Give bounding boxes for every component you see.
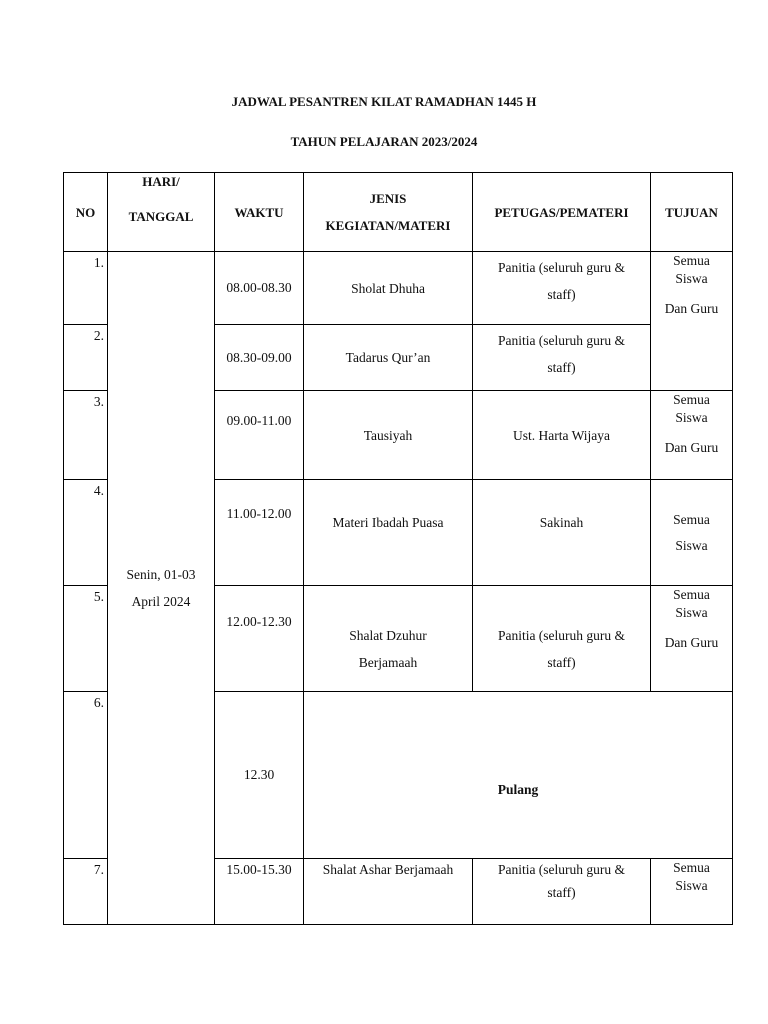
time-cell: 12.30 — [215, 692, 304, 859]
time-cell: 11.00-12.00 — [215, 480, 304, 586]
officer-cell — [473, 586, 651, 692]
target-cell — [651, 859, 733, 925]
header-jenis: JENIS — [369, 191, 407, 206]
target-line-1: Semua — [673, 860, 710, 875]
target-cell — [651, 586, 733, 692]
header-kegiatan-materi: KEGIATAN/MATERI — [325, 218, 451, 233]
row-number: 6. — [64, 692, 108, 859]
target-line-3: Dan Guru — [664, 440, 719, 455]
target-line-1: Semua — [673, 511, 710, 527]
activity-line-1: Shalat Dzuhur — [349, 627, 427, 643]
target-cell — [651, 480, 733, 586]
officer-line-1: Panitia (seluruh guru & — [497, 862, 626, 877]
officer-cell — [473, 252, 651, 325]
officer-cell: Ust. Harta Wijaya — [473, 391, 651, 480]
activity-cell — [304, 586, 473, 692]
time-cell: 09.00-11.00 — [215, 391, 304, 480]
header-waktu: WAKTU — [215, 173, 304, 252]
dismissal-cell: Pulang — [304, 692, 733, 859]
header-jenis-kegiatan — [304, 173, 473, 252]
day-date-cell — [108, 252, 215, 925]
row-number: 1. — [64, 252, 108, 325]
officer-line-1: Panitia (seluruh guru & — [497, 333, 626, 348]
time-cell: 08.30-09.00 — [215, 325, 304, 391]
target-line-1: Semua — [673, 392, 710, 407]
header-tujuan: TUJUAN — [651, 173, 733, 252]
activity-cell: Sholat Dhuha — [304, 252, 473, 325]
document-title: JADWAL PESANTREN KILAT RAMADHAN 1445 H — [231, 94, 537, 109]
schedule-table — [63, 172, 733, 925]
officer-line-1: Panitia (seluruh guru & — [497, 260, 626, 275]
table-row — [64, 252, 733, 325]
time-cell: 08.00-08.30 — [215, 252, 304, 325]
activity-cell: Shalat Ashar Berjamaah — [304, 859, 473, 925]
activity-cell: Tadarus Qur’an — [304, 325, 473, 391]
header-tanggal: TANGGAL — [128, 209, 194, 224]
target-line-2: Siswa — [675, 878, 708, 893]
officer-line-2: staff) — [547, 885, 576, 900]
officer-line-2: staff) — [547, 287, 576, 302]
activity-cell: Tausiyah — [304, 391, 473, 480]
row-number: 4. — [64, 480, 108, 586]
officer-cell: Sakinah — [473, 480, 651, 586]
target-cell — [651, 252, 733, 391]
officer-cell — [473, 859, 651, 925]
activity-line-2: Berjamaah — [358, 654, 418, 670]
officer-line-1: Panitia (seluruh guru & — [497, 627, 626, 643]
officer-line-2: staff) — [547, 360, 576, 375]
target-line-2: Siswa — [675, 537, 708, 553]
row-number: 2. — [64, 325, 108, 391]
table-header-row — [64, 173, 733, 252]
row-number: 3. — [64, 391, 108, 480]
target-line-1: Semua — [673, 587, 710, 602]
row-number: 7. — [64, 859, 108, 925]
officer-line-2: staff) — [547, 654, 576, 670]
row-number: 5. — [64, 586, 108, 692]
header-petugas: PETUGAS/PEMATERI — [473, 173, 651, 252]
header-no: NO — [64, 173, 108, 252]
officer-cell — [473, 325, 651, 391]
target-line-1: Semua — [673, 253, 710, 268]
header-hari: HARI/ — [142, 174, 180, 189]
time-cell: 15.00-15.30 — [215, 859, 304, 925]
target-cell — [651, 391, 733, 480]
day-line-1: Senin, 01-03 — [126, 567, 196, 582]
time-cell: 12.00-12.30 — [215, 586, 304, 692]
target-line-3: Dan Guru — [664, 635, 719, 650]
target-line-2: Siswa — [675, 271, 708, 286]
header-hari-tanggal — [108, 173, 215, 252]
day-line-2: April 2024 — [131, 594, 191, 609]
target-line-3: Dan Guru — [664, 301, 719, 316]
document-subtitle: TAHUN PELAJARAN 2023/2024 — [290, 134, 478, 149]
target-line-2: Siswa — [675, 410, 708, 425]
target-line-2: Siswa — [675, 605, 708, 620]
activity-cell: Materi Ibadah Puasa — [304, 480, 473, 586]
